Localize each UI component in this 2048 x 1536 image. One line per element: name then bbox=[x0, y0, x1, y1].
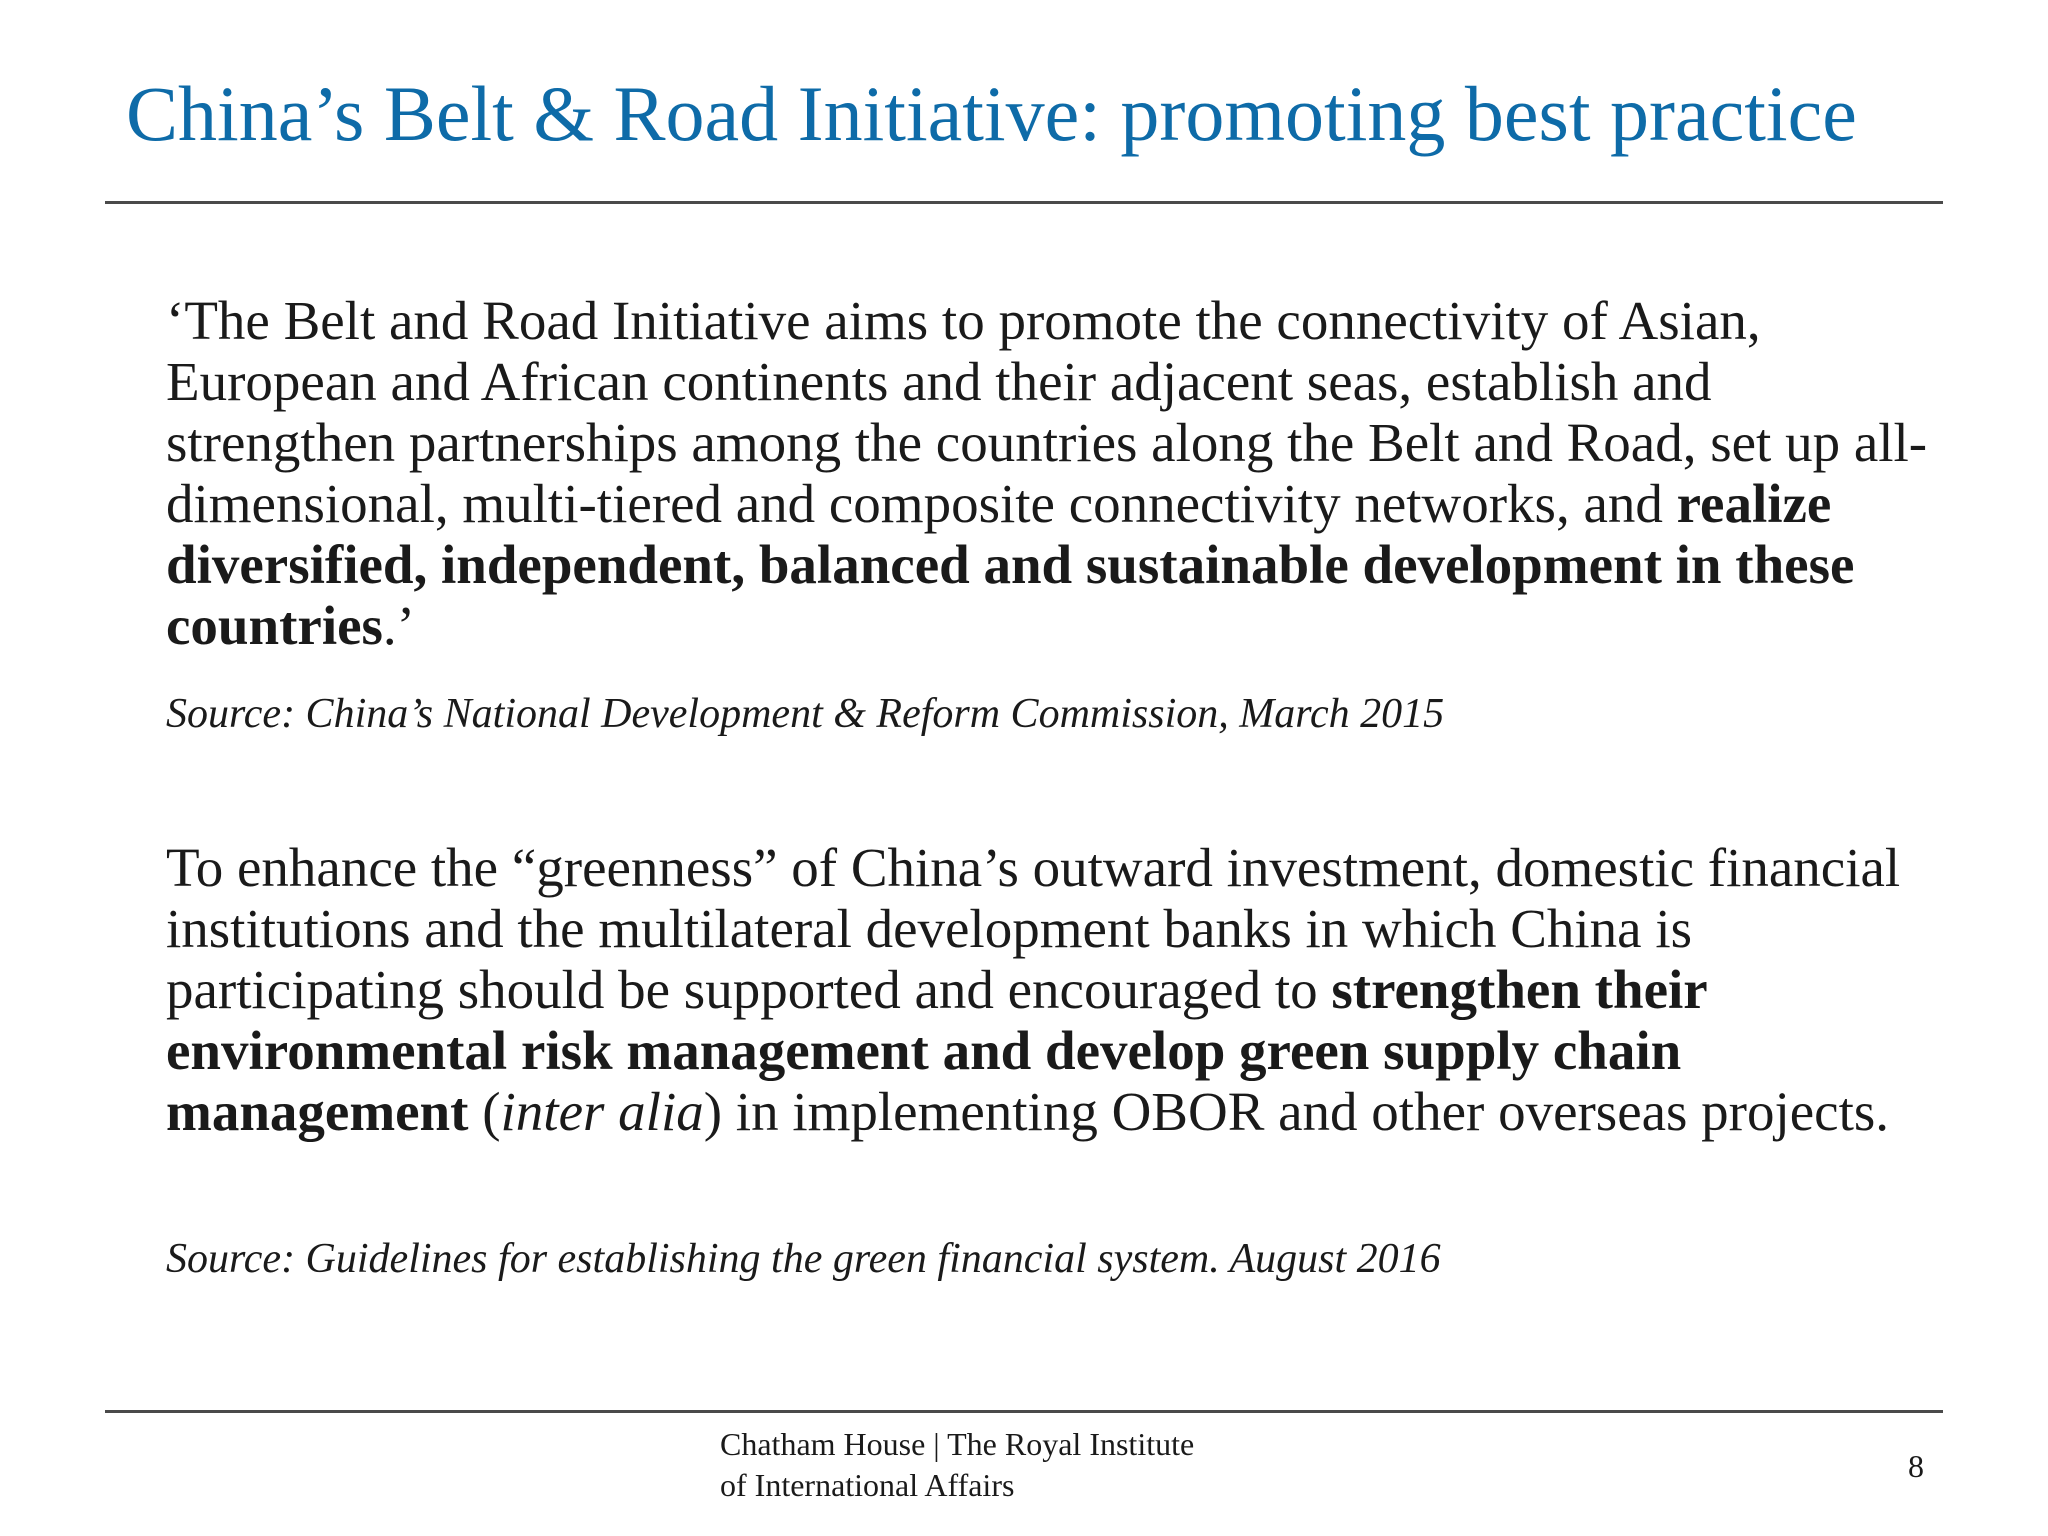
footer-divider bbox=[105, 1410, 1943, 1413]
quote-2-closing: ) in implementing OBOR and other overseas projects. bbox=[703, 1081, 1890, 1142]
footer-org-line-1: Chatham House | The Royal Institute bbox=[720, 1426, 1195, 1462]
quote-2-text: To enhance the “greenness” of China’s outward investment, domestic financial institutions and the multilateral development banks in which China is participating should be supported and encouraged to bbox=[166, 837, 1901, 1020]
quote-2-paren-open: ( bbox=[468, 1081, 501, 1142]
quote-2-italic: inter alia bbox=[500, 1081, 704, 1142]
quote-1-closing: .’ bbox=[382, 595, 415, 656]
page-number: 8 bbox=[1908, 1448, 1924, 1484]
slide-title: China’s Belt & Road Initiative: promoting best practice bbox=[126, 70, 1857, 157]
quote-2-emphasis: strengthen their environmental risk management and develop green supply chain management bbox=[166, 959, 1707, 1142]
quote-1-source: Source: China’s National Development & Reform Commission, March 2015 bbox=[166, 691, 1445, 737]
header-divider bbox=[105, 201, 1943, 204]
footer-organization bbox=[720, 1424, 1194, 1506]
quote-2-source: Source: Guidelines for establishing the green financial system. August 2016 bbox=[166, 1236, 1441, 1282]
footer-org-line-2: of International Affairs bbox=[720, 1467, 1015, 1503]
quote-1-text: ‘The Belt and Road Initiative aims to promote the connectivity of Asian, European and African continents and their adjacent seas, establish and strengthen partnerships among the countries along the Belt and Road, set up all-dimensional, multi-tiered and composite connectivity networks, and bbox=[166, 290, 1928, 534]
quote-1-emphasis: realize diversified, independent, balanced and sustainable development in these countries bbox=[166, 473, 1855, 656]
quote-belt-and-road bbox=[166, 290, 1946, 656]
quote-green-finance bbox=[166, 837, 1946, 1142]
